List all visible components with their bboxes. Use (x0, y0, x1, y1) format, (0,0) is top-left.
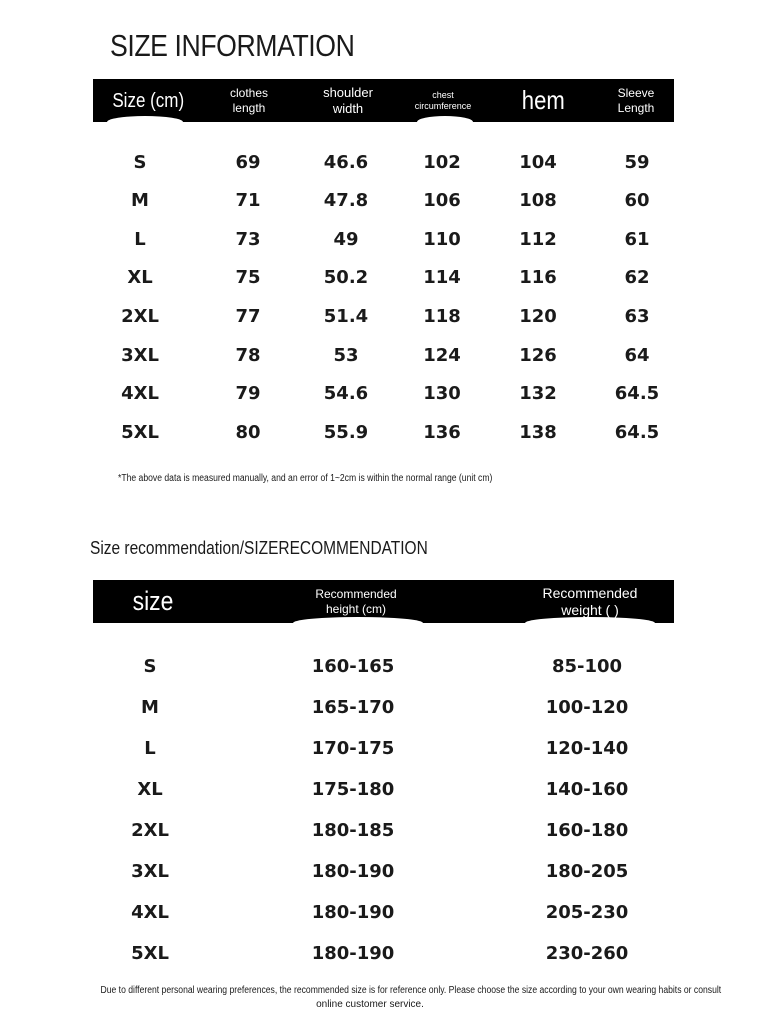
cell-hem: 132 (519, 383, 557, 405)
table-row (90, 379, 690, 409)
header-recommended-weight (530, 580, 650, 623)
header-chest-line1: chest (432, 89, 454, 100)
table-row (90, 692, 690, 722)
table-row (90, 340, 690, 370)
cell-shoulder-width: 49 (333, 228, 359, 250)
table-row (90, 856, 690, 886)
cell-height: 165-170 (311, 696, 395, 718)
cell-size: 3XL (121, 344, 159, 366)
cell-chest: 124 (423, 344, 461, 366)
cell-size: 2XL (121, 305, 159, 327)
header-weight-line1: Recommended (542, 584, 638, 601)
header-sleeve-length (601, 79, 671, 122)
cell-size: M (141, 696, 159, 718)
table-row (90, 263, 690, 293)
cell-shoulder-width: 51.4 (323, 305, 369, 327)
cell-chest: 110 (423, 228, 461, 250)
size-table-header (93, 79, 674, 122)
cell-shoulder-width: 46.6 (323, 151, 369, 173)
header-clothes-length (214, 79, 284, 122)
cell-chest: 118 (423, 305, 461, 327)
header-hem-label: hem (521, 84, 565, 115)
cell-shoulder-width: 53 (333, 344, 359, 366)
cell-weight: 120-140 (545, 737, 629, 759)
header-weight-line2: weight ( ) (561, 601, 619, 618)
cell-sleeve-length: 60 (624, 190, 650, 212)
header-hem (503, 79, 583, 122)
header-chest-line2: circumference (414, 100, 472, 111)
table-row (90, 733, 690, 763)
cell-size: S (143, 655, 157, 677)
cell-size: M (131, 190, 149, 212)
header-height-line1: Recommended (315, 587, 397, 602)
cell-sleeve-length: 59 (624, 151, 650, 173)
cell-weight: 100-120 (545, 696, 629, 718)
table-row (90, 224, 690, 254)
header-recommended-height (296, 580, 416, 623)
header-size-label: size (132, 586, 174, 617)
header-shoulder-width (308, 79, 388, 122)
header-shoulder-width-line2: width (332, 100, 364, 116)
cell-sleeve-length: 64.5 (614, 383, 660, 405)
cell-hem: 104 (519, 151, 557, 173)
cell-size: L (134, 228, 146, 250)
header-size (103, 79, 193, 122)
table-row (90, 186, 690, 216)
cell-height: 180-190 (311, 860, 395, 882)
cell-hem: 116 (519, 267, 557, 289)
cell-sleeve-length: 62 (624, 267, 650, 289)
cell-height: 180-190 (311, 901, 395, 923)
footer-line-2: online customer service. (316, 998, 424, 1010)
cell-weight: 160-180 (545, 819, 629, 841)
cell-height: 180-185 (311, 819, 395, 841)
cell-sleeve-length: 61 (624, 228, 650, 250)
header-height-line2: height (cm) (325, 601, 387, 616)
recommendation-table-body (90, 651, 690, 971)
cell-weight: 230-260 (545, 942, 629, 964)
cell-sleeve-length: 63 (624, 305, 650, 327)
cell-size: 4XL (131, 901, 169, 923)
cell-shoulder-width: 55.9 (323, 421, 369, 443)
cell-weight: 205-230 (545, 901, 629, 923)
table-row (90, 417, 690, 447)
cell-size: 5XL (121, 421, 159, 443)
table-row (90, 815, 690, 845)
header-clothes-length-line2: length (232, 100, 266, 115)
cell-size: XL (127, 267, 153, 289)
cell-shoulder-width: 54.6 (323, 383, 369, 405)
cell-chest: 130 (423, 383, 461, 405)
cell-size: S (133, 151, 147, 173)
cell-weight: 180-205 (545, 860, 629, 882)
cell-size: 5XL (131, 942, 169, 964)
table-row (90, 301, 690, 331)
cell-clothes-length: 78 (235, 344, 261, 366)
cell-hem: 108 (519, 190, 557, 212)
header-clothes-length-line1: clothes (229, 86, 269, 101)
header-shoulder-width-line1: shoulder (323, 84, 373, 100)
cell-hem: 112 (519, 228, 557, 250)
cell-hem: 138 (519, 421, 557, 443)
footer-disclaimer (50, 984, 722, 1011)
cell-sleeve-length: 64.5 (614, 421, 660, 443)
header-size-label: Size (cm) (112, 89, 184, 112)
cell-clothes-length: 73 (235, 228, 261, 250)
cell-clothes-length: 75 (235, 267, 261, 289)
cell-size: XL (137, 778, 163, 800)
table-row (90, 147, 690, 177)
recommendation-table-header (93, 580, 674, 623)
cell-weight: 85-100 (551, 655, 623, 677)
header-chest-circumference (403, 79, 483, 122)
cell-clothes-length: 71 (235, 190, 261, 212)
recommendation-title: Size recommendation/SIZERECOMMENDATION (90, 538, 428, 558)
cell-sleeve-length: 64 (624, 344, 650, 366)
cell-shoulder-width: 47.8 (323, 190, 369, 212)
table-row (90, 651, 690, 681)
cell-clothes-length: 80 (235, 421, 261, 443)
header-sleeve-line1: Sleeve (617, 86, 655, 101)
cell-size: 3XL (131, 860, 169, 882)
cell-size: 4XL (121, 383, 159, 405)
cell-hem: 126 (519, 344, 557, 366)
cell-clothes-length: 69 (235, 151, 261, 173)
cell-clothes-length: 79 (235, 383, 261, 405)
cell-size: 2XL (131, 819, 169, 841)
cell-weight: 140-160 (545, 778, 629, 800)
cell-chest: 106 (423, 190, 461, 212)
cell-hem: 120 (519, 305, 557, 327)
cell-size: L (144, 737, 156, 759)
cell-height: 170-175 (311, 737, 395, 759)
page-title: SIZE INFORMATION (110, 28, 355, 63)
cell-clothes-length: 77 (235, 305, 261, 327)
measurement-note: *The above data is measured manually, and an error of 1~2cm is within the normal range (unit cm) (118, 473, 493, 484)
cell-shoulder-width: 50.2 (323, 267, 369, 289)
footer-line-1: Due to different personal wearing preferences, the recommended size is for reference only. Please choose the size according to your own wearing habits or consult (100, 985, 722, 996)
table-row (90, 938, 690, 968)
size-table-body (90, 147, 690, 447)
cell-height: 180-190 (311, 942, 395, 964)
header-sleeve-line2: Length (617, 100, 655, 115)
cell-chest: 102 (423, 151, 461, 173)
header-size (113, 580, 193, 623)
cell-chest: 136 (423, 421, 461, 443)
table-row (90, 774, 690, 804)
cell-height: 160-165 (311, 655, 395, 677)
cell-height: 175-180 (311, 778, 395, 800)
table-row (90, 897, 690, 927)
cell-chest: 114 (423, 267, 461, 289)
